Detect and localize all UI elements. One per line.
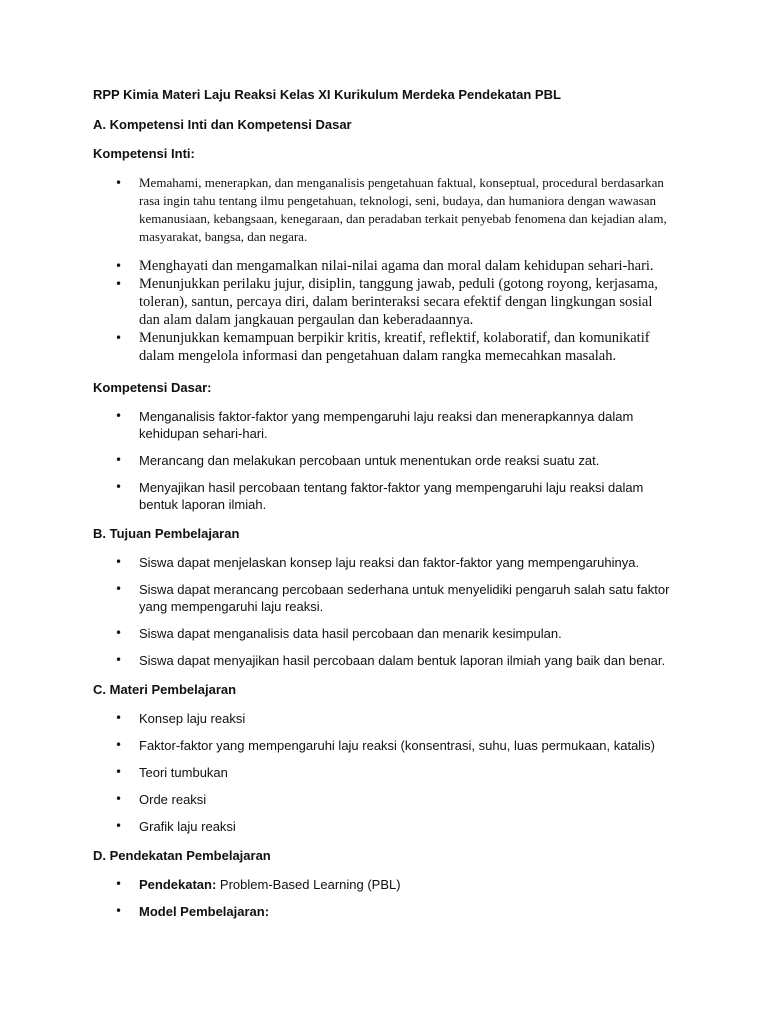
- list-item: • Orde reaksi: [93, 791, 675, 808]
- list-item: • Teori tumbukan: [93, 764, 675, 781]
- section-b-heading: B. Tujuan Pembelajaran: [93, 526, 240, 541]
- document-content: [93, 86, 675, 932]
- section-d-heading: D. Pendekatan Pembelajaran: [93, 848, 271, 863]
- kompetensi-inti-heading: Kompetensi Inti:: [93, 146, 195, 161]
- kompetensi-inti-list: [93, 174, 675, 365]
- model-pembelajaran-label: Model Pembelajaran:: [139, 904, 270, 919]
- list-item: • Konsep laju reaksi: [93, 710, 675, 727]
- pendekatan-list: [93, 876, 675, 920]
- list-item: • Menganalisis faktor-faktor yang mempengaruhi laju reaksi dan menerapkannya dalam kehidupan sehari-hari.: [93, 408, 675, 442]
- list-item: • Siswa dapat menganalisis data hasil percobaan dan menarik kesimpulan.: [93, 625, 675, 642]
- list-item: • Menunjukkan kemampuan berpikir kritis, kreatif, reflektif, kolaboratif, dan komunikatif dalam mengelola informasi dan pengetahuan dalam rangka memecahkan masalah.: [93, 329, 675, 365]
- list-item: • Siswa dapat merancang percobaan sederhana untuk menyelidiki pengaruh salah satu faktor yang mempengaruhi laju reaksi.: [93, 581, 675, 615]
- kompetensi-dasar-list: [93, 408, 675, 513]
- kompetensi-dasar-heading: Kompetensi Dasar:: [93, 380, 212, 395]
- tujuan-list: [93, 554, 675, 669]
- list-item: • Siswa dapat menyajikan hasil percobaan dalam bentuk laporan ilmiah yang baik dan benar.: [93, 652, 675, 669]
- document-title: RPP Kimia Materi Laju Reaksi Kelas XI Kurikulum Merdeka Pendekatan PBL: [93, 87, 561, 102]
- list-item-pendekatan: [93, 876, 675, 893]
- list-item: • Menghayati dan mengamalkan nilai-nilai agama dan moral dalam kehidupan sehari-hari.: [93, 257, 675, 275]
- list-item: • Menunjukkan perilaku jujur, disiplin, tanggung jawab, peduli (gotong royong, kerjasama, toleran), santun, percaya diri, dalam berinteraksi secara efektif dengan lingkungan sosial dan alam dalam jangkauan pergaulan dan keberadaannya.: [93, 275, 675, 329]
- list-item: • Faktor-faktor yang mempengaruhi laju reaksi (konsentrasi, suhu, luas permukaan, katalis): [93, 737, 675, 754]
- section-a-heading: A. Kompetensi Inti dan Kompetensi Dasar: [93, 117, 352, 132]
- materi-list: [93, 710, 675, 835]
- list-item: • Grafik laju reaksi: [93, 818, 675, 835]
- list-item: • Siswa dapat menjelaskan konsep laju reaksi dan faktor-faktor yang mempengaruhinya.: [93, 554, 675, 571]
- section-c-heading: C. Materi Pembelajaran: [93, 682, 237, 697]
- pendekatan-value: Problem-Based Learning (PBL): [216, 877, 401, 892]
- list-item: • Memahami, menerapkan, dan menganalisis pengetahuan faktual, konseptual, procedural berdasarkan rasa ingin tahu tentang ilmu pengetahuan, teknologi, seni, budaya, dan humaniora dengan wawasan kemanusiaan, kebangsaan, kenegaraan, dan peradaban terkait penyebab fenomena dan kejadian alam, masyarakat, bangsa, dan negara.: [93, 174, 675, 246]
- list-item: • Menyajikan hasil percobaan tentang faktor-faktor yang mempengaruhi laju reaksi dalam bentuk laporan ilmiah.: [93, 479, 675, 513]
- list-item: • Merancang dan melakukan percobaan untuk menentukan orde reaksi suatu zat.: [93, 452, 675, 469]
- list-item-model: [93, 903, 675, 920]
- pendekatan-label: Pendekatan:: [139, 877, 217, 892]
